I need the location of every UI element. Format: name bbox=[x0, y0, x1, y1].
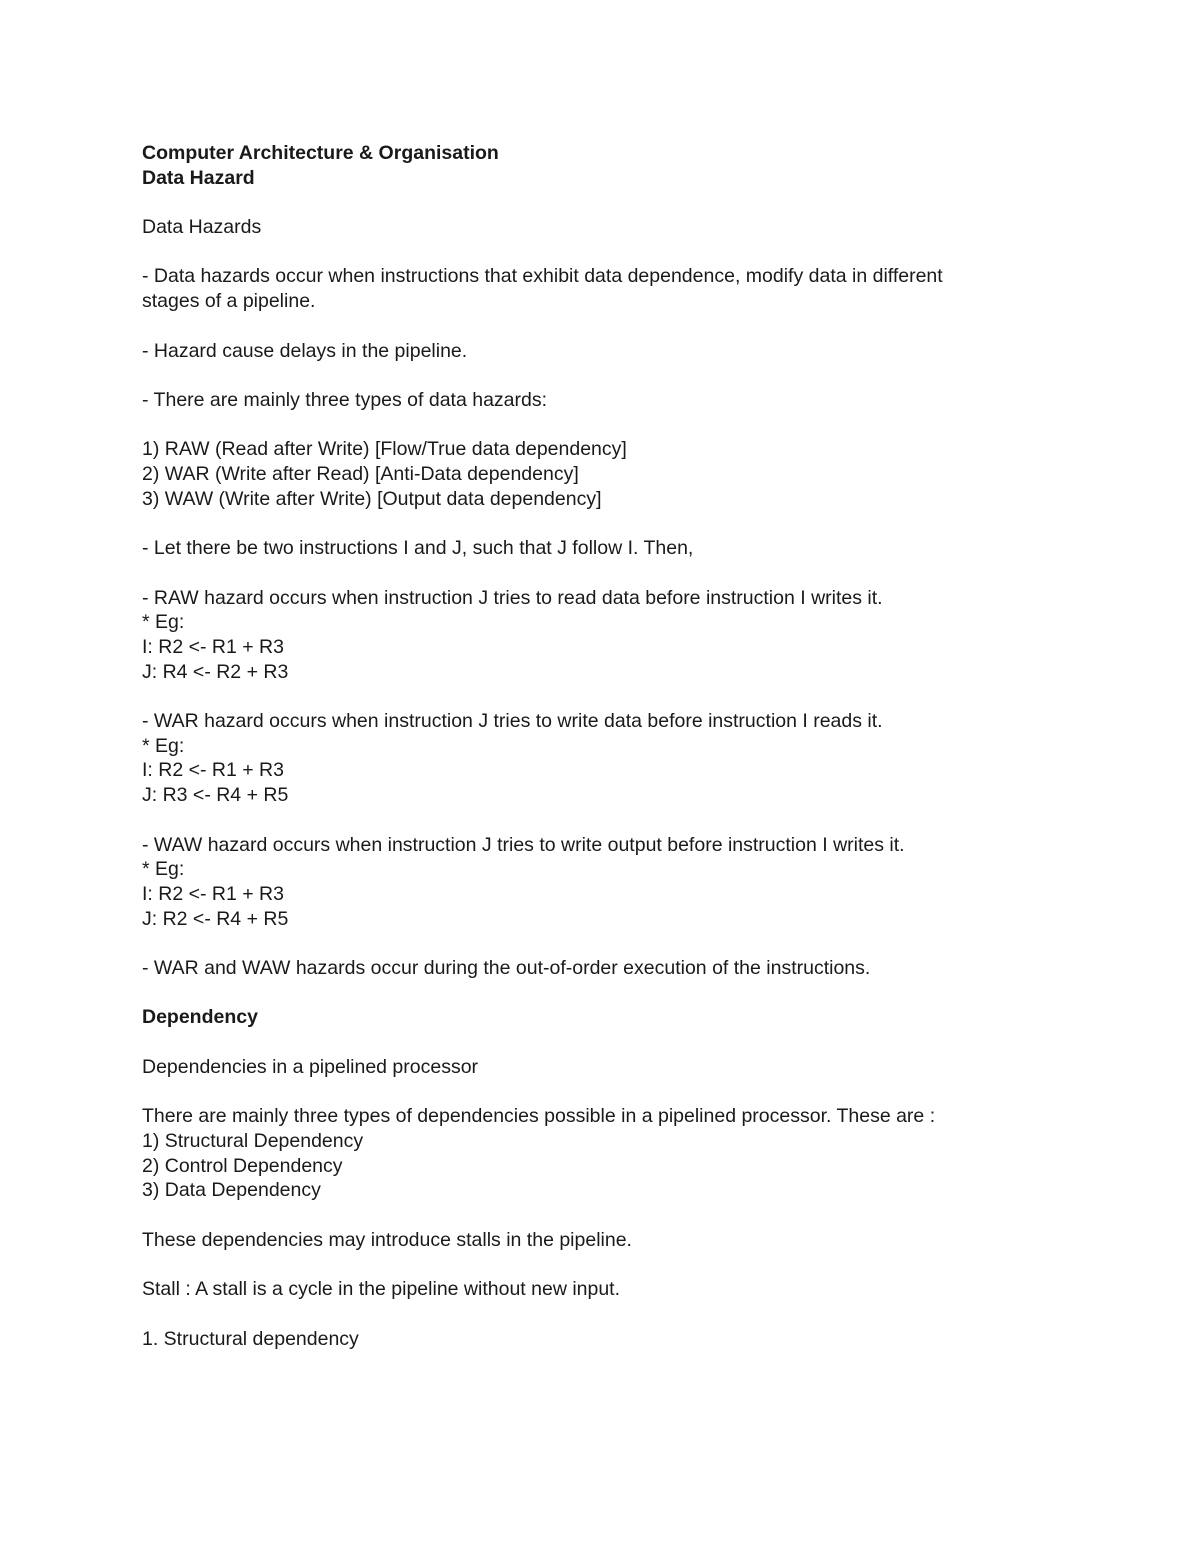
waw-description: - WAW hazard occurs when instruction J tries to write output before instruction I writes it. bbox=[142, 833, 905, 856]
hazard-intro-line-2: stages of a pipeline. bbox=[142, 290, 316, 313]
dependency-type-data: 3) Data Dependency bbox=[142, 1179, 321, 1202]
spacer bbox=[142, 1302, 1102, 1327]
spacer bbox=[142, 190, 1102, 215]
dependency-subheading: Dependencies in a pipelined processor bbox=[142, 1055, 479, 1078]
waw-instruction-i: I: R2 <- R1 + R3 bbox=[142, 882, 284, 905]
spacer bbox=[142, 931, 1102, 956]
war-description: - WAR hazard occurs when instruction J tries to write data before instruction I reads it. bbox=[142, 710, 883, 733]
waw-example-label: * Eg: bbox=[142, 858, 185, 881]
spacer bbox=[142, 240, 1102, 265]
hazard-types-intro: - There are mainly three types of data hazards: bbox=[142, 388, 548, 411]
raw-description: - RAW hazard occurs when instruction J tries to read data before instruction I writes it. bbox=[142, 586, 883, 609]
spacer bbox=[142, 1203, 1102, 1228]
spacer bbox=[142, 1030, 1102, 1055]
stall-definition: Stall : A stall is a cycle in the pipeline without new input. bbox=[142, 1278, 621, 1301]
raw-instruction-i: I: R2 <- R1 + R3 bbox=[142, 635, 284, 658]
raw-instruction-j: J: R4 <- R2 + R3 bbox=[142, 660, 289, 683]
hazard-type-raw: 1) RAW (Read after Write) [Flow/True data dependency] bbox=[142, 438, 627, 461]
document-page bbox=[142, 141, 1102, 1351]
spacer bbox=[142, 981, 1102, 1006]
hazard-type-waw: 3) WAW (Write after Write) [Output data dependency] bbox=[142, 487, 602, 510]
dependency-type-structural: 1) Structural Dependency bbox=[142, 1129, 364, 1152]
dependency-intro: There are mainly three types of dependencies possible in a pipelined processor. These are : bbox=[142, 1105, 936, 1128]
spacer bbox=[142, 1252, 1102, 1277]
spacer bbox=[142, 1080, 1102, 1105]
spacer bbox=[142, 413, 1102, 438]
topic-title: Data Hazard bbox=[142, 166, 255, 189]
spacer bbox=[142, 684, 1102, 709]
stalls-note: These dependencies may introduce stalls in the pipeline. bbox=[142, 1228, 632, 1251]
hazard-type-war: 2) WAR (Write after Read) [Anti-Data dependency] bbox=[142, 463, 579, 486]
instructions-setup: - Let there be two instructions I and J, such that J follow I. Then, bbox=[142, 537, 694, 560]
spacer bbox=[142, 561, 1102, 586]
war-instruction-j: J: R3 <- R4 + R5 bbox=[142, 784, 289, 807]
spacer bbox=[142, 314, 1102, 339]
raw-example-label: * Eg: bbox=[142, 611, 185, 634]
hazards-closing-note: - WAR and WAW hazards occur during the out-of-order execution of the instructions. bbox=[142, 957, 871, 980]
hazard-delay-note: - Hazard cause delays in the pipeline. bbox=[142, 339, 468, 362]
war-instruction-i: I: R2 <- R1 + R3 bbox=[142, 759, 284, 782]
spacer bbox=[142, 511, 1102, 536]
course-title: Computer Architecture & Organisation bbox=[142, 142, 499, 164]
waw-instruction-j: J: R2 <- R4 + R5 bbox=[142, 907, 289, 930]
dependency-type-control: 2) Control Dependency bbox=[142, 1154, 343, 1177]
dependency-heading: Dependency bbox=[142, 1006, 258, 1029]
hazard-intro-line-1: - Data hazards occur when instructions that exhibit data dependence, modify data in different bbox=[142, 265, 943, 288]
war-example-label: * Eg: bbox=[142, 734, 185, 757]
data-hazards-heading: Data Hazards bbox=[142, 216, 262, 239]
spacer bbox=[142, 363, 1102, 388]
structural-dependency-section: 1. Structural dependency bbox=[142, 1327, 359, 1350]
spacer bbox=[142, 808, 1102, 833]
